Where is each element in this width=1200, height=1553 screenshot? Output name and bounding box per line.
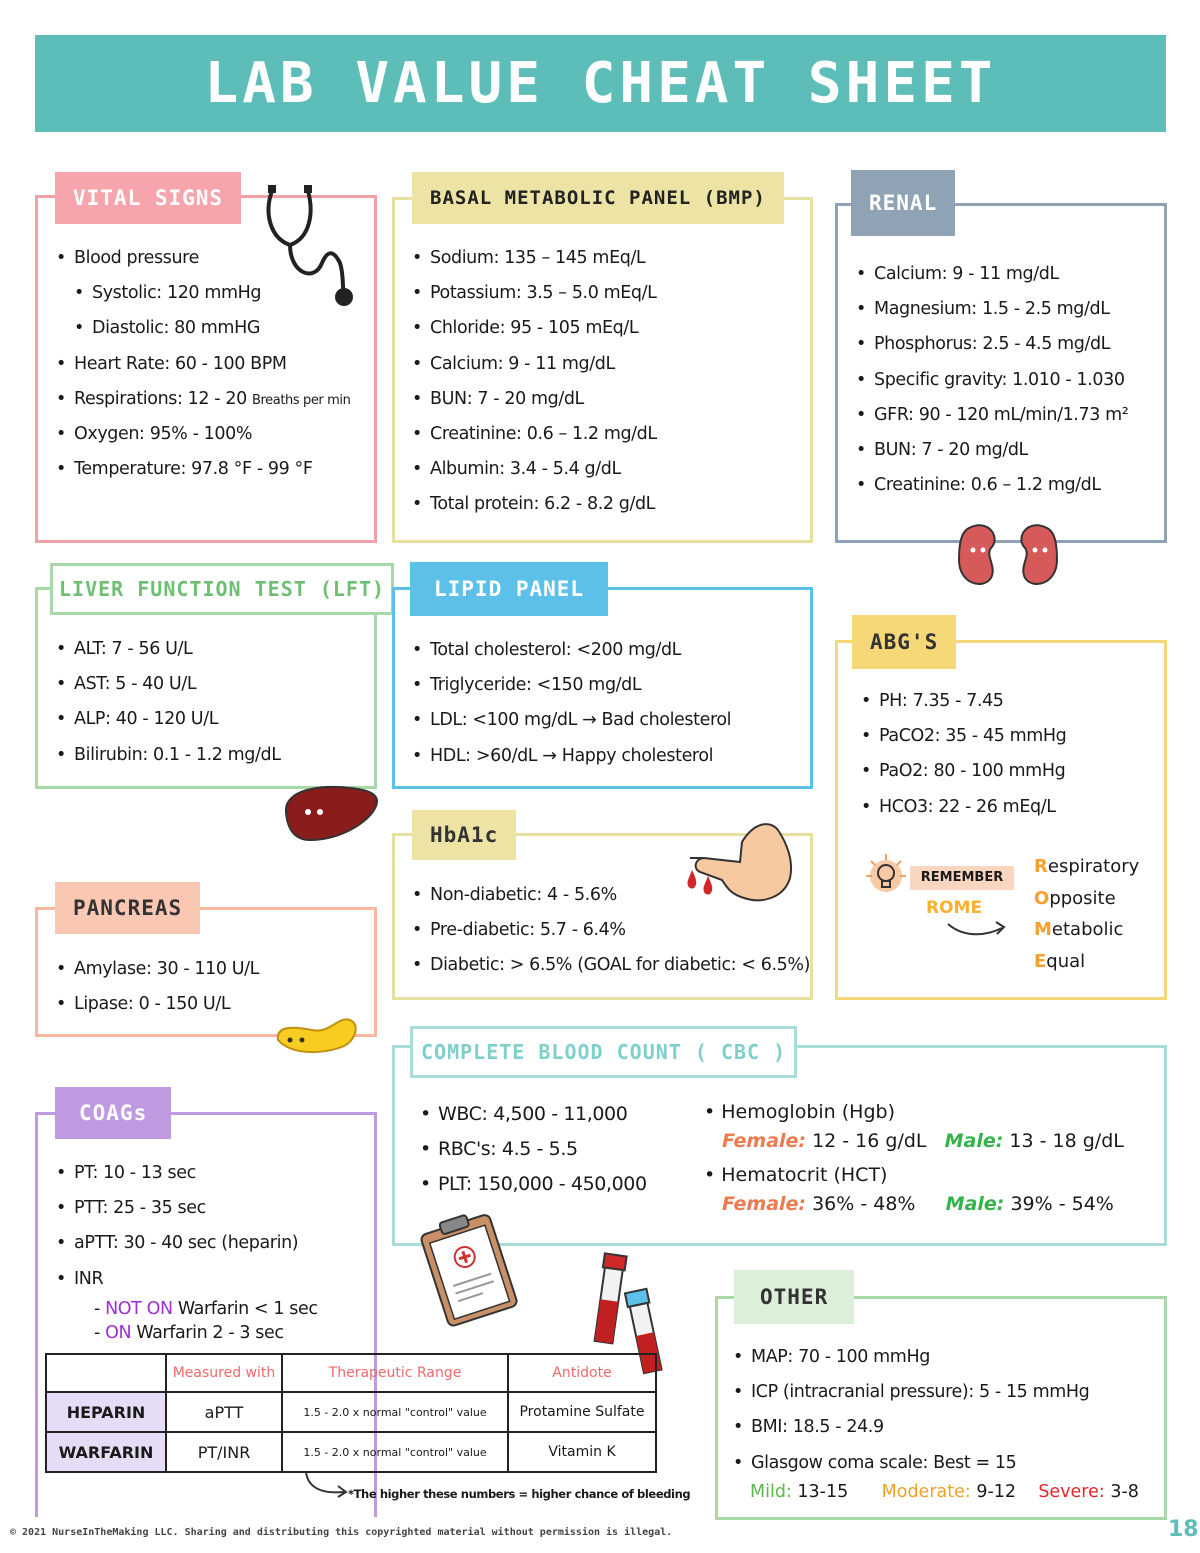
list-item: • Total cholesterol: <200 mg/dL xyxy=(412,633,731,668)
severe-label: Severe: xyxy=(1038,1482,1105,1502)
list-item: • HCO3: 22 - 26 mEq/L xyxy=(861,790,1066,825)
rome-word-o xyxy=(1034,883,1139,915)
lightbulb-icon xyxy=(862,852,910,900)
vital-list xyxy=(56,241,350,487)
table-cell: aPTT xyxy=(166,1392,282,1432)
list-item: • Diastolic: 80 mmHG xyxy=(56,311,350,346)
list-item: • Temperature: 97.8 °F - 99 °F xyxy=(56,452,350,487)
female-label: Female: xyxy=(722,1193,807,1215)
rome-word-r xyxy=(1034,851,1139,883)
not-on-rest: Warfarin < 1 sec xyxy=(172,1298,318,1319)
list-item: • Bilirubin: 0.1 - 1.2 mg/dL xyxy=(56,738,281,773)
list-item: • Triglyceride: <150 mg/dL xyxy=(412,668,731,703)
mild-value: 13-15 xyxy=(791,1482,849,1502)
male-label: Male: xyxy=(945,1193,1005,1215)
cbc-right xyxy=(704,1098,1124,1219)
list-item: • Calcium: 9 - 11 mg/dL xyxy=(412,347,657,382)
pancreas-list xyxy=(56,952,259,1022)
copyright-footer: © 2021 NurseInTheMaking LLC. Sharing and distributing this copyrighted material without permission is illegal. xyxy=(10,1527,673,1538)
coags-heading: COAGs xyxy=(55,1087,171,1139)
list-item: • BMI: 18.5 - 24.9 xyxy=(733,1410,1089,1445)
bmp-list xyxy=(412,241,657,523)
abg-list xyxy=(861,684,1066,825)
anticoagulant-table xyxy=(45,1353,657,1473)
hct-male: 39% - 54% xyxy=(1010,1193,1114,1215)
list-item: • Systolic: 120 mmHg xyxy=(56,276,350,311)
pancreas-icon xyxy=(272,1010,358,1056)
remember-label: REMEMBER xyxy=(910,866,1014,890)
list-item: • Glasgow coma scale: Best = 15 xyxy=(733,1446,1089,1481)
table-cell: Vitamin K xyxy=(508,1432,656,1472)
list-item: • RBC's: 4.5 - 5.5 xyxy=(420,1132,647,1167)
table-header xyxy=(46,1354,166,1392)
table-header-row xyxy=(46,1354,656,1392)
on-rest: Warfarin 2 - 3 sec xyxy=(131,1322,284,1343)
page-number: 18 xyxy=(1168,1517,1199,1542)
male-label: Male: xyxy=(944,1130,1004,1152)
lft-heading: LIVER FUNCTION TEST (LFT) xyxy=(50,563,394,615)
rome-rest: pposite xyxy=(1049,887,1116,909)
hgb-values xyxy=(704,1127,1124,1156)
lipid-heading: LIPID PANEL xyxy=(410,562,608,616)
female-label: Female: xyxy=(722,1130,807,1152)
hgb-female: 12 - 16 g/dL xyxy=(812,1130,927,1152)
resp-unit: Breaths per min xyxy=(251,392,351,408)
list-item: - ON Warfarin 2 - 3 sec xyxy=(94,1322,284,1343)
vital-signs-heading: VITAL SIGNS xyxy=(55,172,241,224)
list-item: • Phosphorus: 2.5 - 4.5 mg/dL xyxy=(856,327,1128,362)
table-cell: Protamine Sulfate xyxy=(508,1392,656,1432)
list-item: • Blood pressure xyxy=(56,241,350,276)
liver-icon xyxy=(280,782,384,844)
list-item: • PLT: 150,000 - 450,000 xyxy=(420,1167,647,1202)
list-item: • aPTT: 30 - 40 sec (heparin) xyxy=(56,1226,318,1261)
hgb-text: Hemoglobin (Hgb) xyxy=(721,1101,895,1123)
hct-values xyxy=(704,1190,1124,1219)
hba1c-list xyxy=(412,878,810,984)
rome-rest: espiratory xyxy=(1047,856,1140,877)
list-item: • ALT: 7 - 56 U/L xyxy=(56,632,281,667)
list-item: • MAP: 70 - 100 mmHg xyxy=(733,1340,1089,1375)
table-row xyxy=(46,1432,656,1472)
cbc-heading: COMPLETE BLOOD COUNT ( CBC ) xyxy=(410,1026,797,1078)
title-bar xyxy=(35,35,1166,132)
list-item: • Creatinine: 0.6 – 1.2 mg/dL xyxy=(856,468,1128,503)
list-item xyxy=(56,382,350,417)
on-label: ON xyxy=(105,1322,132,1343)
list-item: • Non-diabetic: 4 - 5.6% xyxy=(412,878,810,913)
table-cell: PT/INR xyxy=(166,1432,282,1472)
mild-label: Mild: xyxy=(750,1482,792,1502)
list-item: • LDL: <100 mg/dL → Bad cholesterol xyxy=(412,703,731,738)
rome-word-m xyxy=(1034,914,1139,946)
rome-letter: R xyxy=(1034,856,1048,877)
rome-words xyxy=(1034,851,1139,977)
list-item: • Creatinine: 0.6 – 1.2 mg/dL xyxy=(412,417,657,452)
curved-arrow-icon xyxy=(300,1470,350,1500)
list-item: • Chloride: 95 - 105 mEq/L xyxy=(412,311,657,346)
hct-label: • Hematocrit (HCT) xyxy=(704,1164,888,1186)
clipboard-icon xyxy=(415,1210,525,1330)
list-item: • INR xyxy=(56,1262,318,1297)
list-item: • BUN: 7 - 20 mg/dL xyxy=(412,382,657,417)
list-item: • PH: 7.35 - 7.45 xyxy=(861,684,1066,719)
list-item: • Amylase: 30 - 110 U/L xyxy=(56,952,259,987)
list-item: • Sodium: 135 – 145 mEq/L xyxy=(412,241,657,276)
list-item: • PaO2: 80 - 100 mmHg xyxy=(861,754,1066,789)
list-item: • Calcium: 9 - 11 mg/dL xyxy=(856,257,1128,292)
rome-label: ROME xyxy=(926,898,983,918)
list-item: • Magnesium: 1.5 - 2.5 mg/dL xyxy=(856,292,1128,327)
table-header: Antidote xyxy=(508,1354,656,1392)
list-item: • Lipase: 0 - 150 U/L xyxy=(56,987,259,1022)
coags-list xyxy=(56,1156,318,1345)
list-item: • GFR: 90 - 120 mL/min/1.73 m² xyxy=(856,398,1128,433)
moderate-value: 9-12 xyxy=(970,1482,1017,1502)
lft-list xyxy=(56,632,281,773)
list-item: - NOT ON Warfarin < 1 sec xyxy=(94,1298,318,1319)
pancreas-heading: PANCREAS xyxy=(55,882,200,934)
list-item: • ALP: 40 - 120 U/L xyxy=(56,702,281,737)
rome-letter: M xyxy=(1034,919,1052,940)
list-item: • Heart Rate: 60 - 100 BPM xyxy=(56,347,350,382)
rome-rest: qual xyxy=(1046,950,1086,972)
rome-letter: O xyxy=(1034,887,1050,909)
rome-rest: etabolic xyxy=(1051,919,1124,940)
cbc-left-list xyxy=(420,1097,647,1203)
resp-label: Respirations: 12 - 20 xyxy=(74,388,252,409)
table-cell: WARFARIN xyxy=(46,1432,166,1472)
table-note: *The higher these numbers = higher chance of bleeding xyxy=(348,1487,691,1501)
renal-heading: RENAL xyxy=(851,170,955,236)
list-item: • Specific gravity: 1.010 - 1.030 xyxy=(856,363,1128,398)
other-heading: OTHER xyxy=(734,1270,854,1324)
list-item: • Total protein: 6.2 - 8.2 g/dL xyxy=(412,487,657,522)
rome-letter: E xyxy=(1034,950,1047,972)
list-item: • Albumin: 3.4 - 5.4 g/dL xyxy=(412,452,657,487)
hgb-male: 13 - 18 g/dL xyxy=(1009,1130,1124,1152)
table-cell: HEPARIN xyxy=(46,1392,166,1432)
list-item: • WBC: 4,500 - 11,000 xyxy=(420,1097,647,1132)
gcs-severity xyxy=(750,1482,1139,1502)
table-row xyxy=(46,1392,656,1432)
list-item: • Oxygen: 95% - 100% xyxy=(56,417,350,452)
list-item: • Potassium: 3.5 – 5.0 mEq/L xyxy=(412,276,657,311)
severe-value: 3-8 xyxy=(1104,1482,1139,1502)
list-item: • PT: 10 - 13 sec xyxy=(56,1156,318,1191)
page-title: LAB VALUE CHEAT SHEET xyxy=(204,51,997,116)
bmp-heading: BASAL METABOLIC PANEL (BMP) xyxy=(412,172,784,224)
not-on-label: NOT ON xyxy=(105,1298,173,1319)
hct-female: 36% - 48% xyxy=(812,1193,916,1215)
table-header: Measured with xyxy=(166,1354,282,1392)
table-cell: 1.5 - 2.0 x normal "control" value xyxy=(282,1432,508,1472)
list-item: • ICP (intracranial pressure): 5 - 15 mmHg xyxy=(733,1375,1089,1410)
list-item: • BUN: 7 - 20 mg/dL xyxy=(856,433,1128,468)
moderate-label: Moderate: xyxy=(881,1482,971,1502)
list-item: • PaCO2: 35 - 45 mmHg xyxy=(861,719,1066,754)
rome-word-e xyxy=(1034,946,1139,978)
kidneys-icon xyxy=(955,520,1065,590)
list-item: • Diabetic: > 6.5% (GOAL for diabetic: < 6.5%) xyxy=(412,948,810,983)
table-cell: 1.5 - 2.0 x normal "control" value xyxy=(282,1392,508,1432)
abg-heading: ABG'S xyxy=(852,615,956,669)
table-header: Therapeutic Range xyxy=(282,1354,508,1392)
renal-list xyxy=(856,257,1128,503)
list-item: • PTT: 25 - 35 sec xyxy=(56,1191,318,1226)
list-item: • AST: 5 - 40 U/L xyxy=(56,667,281,702)
lipid-list xyxy=(412,633,731,774)
hgb-label: • Hemoglobin (Hgb) xyxy=(704,1101,895,1123)
other-list xyxy=(733,1340,1089,1481)
list-item: • Pre-diabetic: 5.7 - 6.4% xyxy=(412,913,810,948)
hct-text: Hematocrit (HCT) xyxy=(721,1164,888,1186)
arrow-icon xyxy=(946,916,1010,940)
list-item: • HDL: >60/dL → Happy cholesterol xyxy=(412,739,731,774)
hba1c-heading: HbA1c xyxy=(412,810,516,860)
